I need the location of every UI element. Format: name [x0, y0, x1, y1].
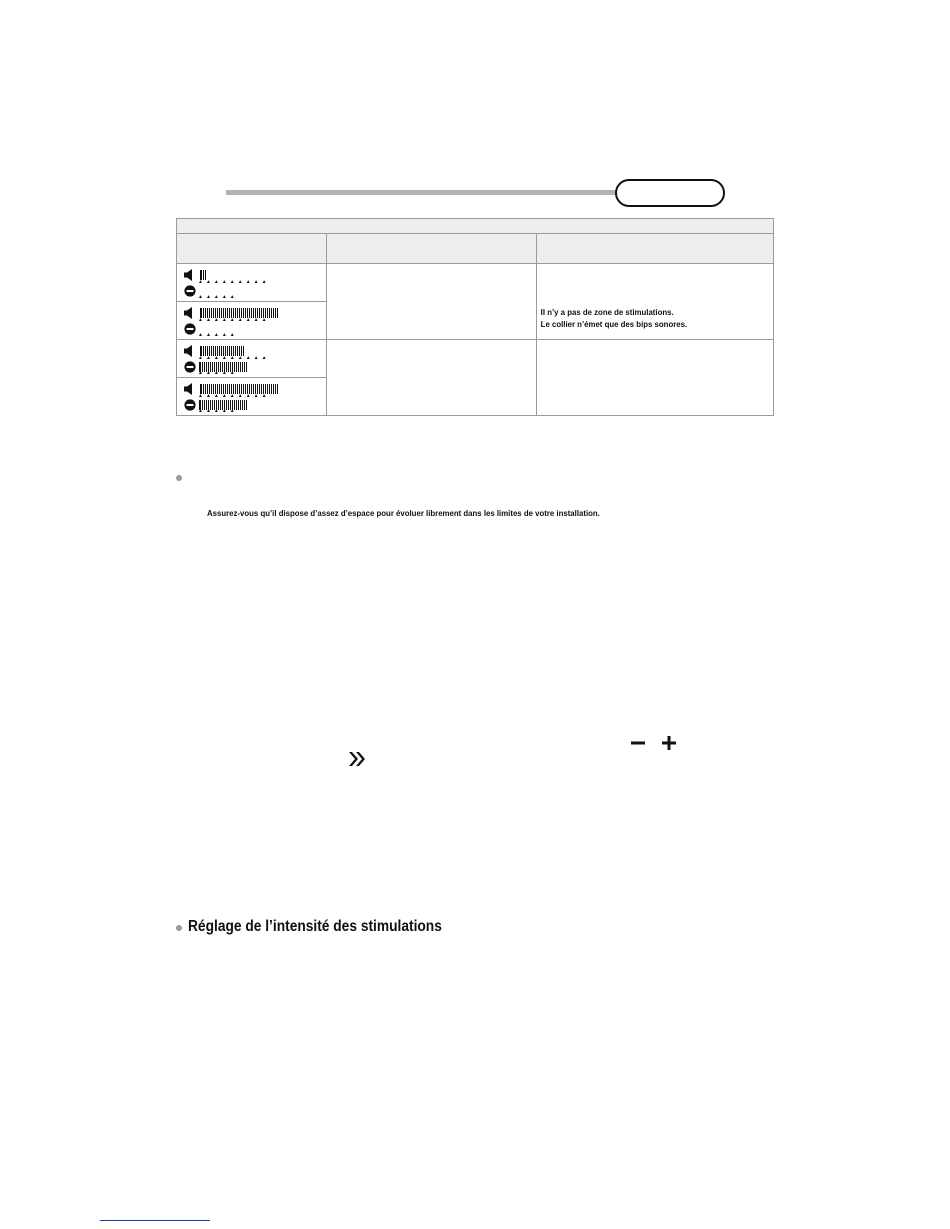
section-heading: Réglage de l’intensité des stimulations — [188, 918, 442, 935]
minus-circle-icon — [184, 285, 196, 297]
tick-marks: ▲▲▲▲▲ — [198, 332, 238, 338]
header-cell-description — [536, 234, 773, 264]
tick-marks: ▲▲▲▲▲▲▲▲▲ — [198, 317, 270, 323]
minus-circle-icon — [184, 399, 196, 411]
display-cell — [177, 340, 327, 378]
description-text — [537, 264, 755, 330]
description-cell — [536, 340, 773, 416]
description-line-1: Il n’y a pas de zone de stimulations. — [540, 307, 674, 317]
table-top-cell — [177, 219, 774, 234]
table-row — [177, 264, 774, 302]
heading-bullet — [176, 925, 182, 931]
tick-marks: ▲▲▲▲▲ — [198, 294, 238, 300]
speaker-icon — [183, 382, 197, 396]
header-rule — [226, 190, 620, 195]
speaker-icon — [183, 306, 197, 320]
mode-cell — [327, 264, 536, 340]
speaker-icon — [183, 268, 197, 282]
minus-circle-icon — [184, 323, 196, 335]
header-cell-display — [177, 234, 327, 264]
header-cell-mode — [327, 234, 536, 264]
minus-circle-icon — [184, 361, 196, 373]
tick-marks: ▲▲▲▲▲ — [198, 408, 238, 414]
speaker-icon — [183, 344, 197, 358]
minus-icon — [630, 735, 646, 751]
table-top-row — [177, 219, 774, 234]
tick-marks: ▲▲▲▲▲▲▲▲▲ — [198, 355, 270, 361]
tick-marks: ▲▲▲▲▲▲▲▲▲ — [198, 393, 270, 399]
double-chevron-right-icon — [348, 751, 366, 767]
display-cell — [177, 264, 327, 302]
settings-table — [176, 218, 774, 416]
table-header-row — [177, 234, 774, 264]
lcd-display — [177, 302, 327, 339]
mode-cell — [327, 340, 536, 416]
lcd-display — [177, 378, 327, 415]
display-cell — [177, 302, 327, 340]
tick-marks: ▲▲▲▲▲▲▲▲▲ — [198, 279, 270, 285]
bullet-dot — [176, 475, 182, 481]
description-cell — [536, 264, 773, 340]
lcd-display — [177, 264, 327, 301]
tick-marks: ▲▲▲▲▲ — [198, 370, 238, 376]
note-text: Assurez-vous qu’il dispose d’assez d’espace pour évoluer librement dans les limites de votre installation. — [207, 508, 600, 518]
footer-link-rule — [100, 1220, 210, 1221]
display-cell — [177, 378, 327, 416]
description-line-2: Le collier n’émet que des bips sonores. — [540, 319, 687, 329]
lcd-display — [177, 340, 327, 377]
header-pill — [615, 179, 725, 207]
table-row — [177, 340, 774, 378]
plus-icon — [661, 735, 677, 751]
